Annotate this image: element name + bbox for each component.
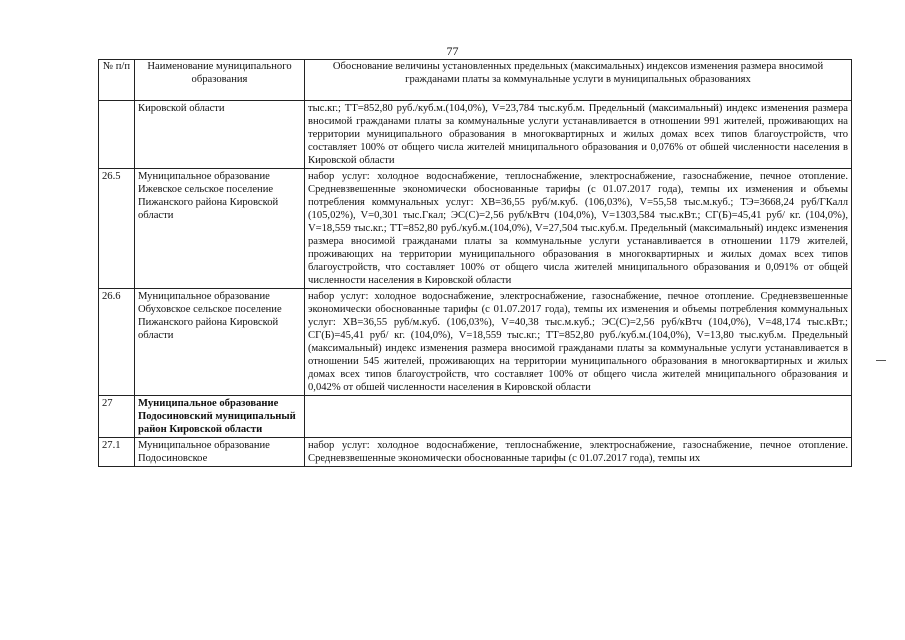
justification-text: тыс.кг.; ТТ=852,80 руб./куб.м.(104,0%), V=23,784 тыс.куб.м. Предельный (максимальный) индекс изменения размера вносимой гражданами платы за коммунальные услуги устанавливается в отношении 991 жителей, проживающих на территории муниципального образования в многоквартирных и жилых домах всех типов благоустройств, что составляет 100% от общего числа жителей мниципального образования и 0,076% от обшей численности населения в Кировской области <box>305 101 852 169</box>
table-row <box>99 169 852 289</box>
justification-text: набор услуг: холодное водоснабжение, электроснабжение, газоснабжение, печное отопление. Средневзвешенные экономически обоснованные тарифы (с 01.07.2017 года), темпы их изменения и объемы потребления коммунальных услуг: ХВ=36,55 руб/м.куб. (106,03%), V=40,38 тыс.м.куб.; ЭС(С)=2,56 руб/кВтч (104,0%), V=48,174 тыс.кВт.; СГ(Б)=45,41 руб/ кг. (104,0%), V=18,559 тыс.кг.; ТТ=852,80 руб./куб.м.(104,0%), V=13,80 тыс.куб.м. Предельный (максимальный) индекс изменения размера вносимой гражданами платы за коммунальные услуги устанавливается в отношении 545 жителей, проживающих на территории муниципального образования в многоквартирных и жилых домах всех типов благоустройств, что составляет 100% от общего числа жителей мниципального образования и 0,042% от обшей численности населения в Кировской области <box>305 289 852 396</box>
row-number: 26.6 <box>99 289 135 396</box>
tariff-index-table <box>98 59 852 467</box>
table-row <box>99 289 852 396</box>
table-row <box>99 438 852 467</box>
justification-text: набор услуг: холодное водоснабжение, теплоснабжение, электроснабжение, газоснабжение, печное отопление. Средневзвешенные экономически обоснованные тарифы (с 01.07.2017 года), темпы их <box>305 438 852 467</box>
table-header-row <box>99 60 852 101</box>
municipality-name: Муниципальное образование Ижевское сельское поселение Пижанского района Кировской области <box>135 169 305 289</box>
row-number: 26.5 <box>99 169 135 289</box>
table-row <box>99 101 852 169</box>
header-justification: Обоснование величины установленных предельных (максимальных) индексов изменения размера вносимой гражданами платы за коммунальные услуги в муниципальных образованиях <box>305 60 852 101</box>
page-number: 77 <box>446 44 459 58</box>
municipality-name: Муниципальное образование Подосиновское <box>135 438 305 467</box>
municipality-name: Кировской области <box>135 101 305 169</box>
justification-text: набор услуг: холодное водоснабжение, теплоснабжение, электроснабжение, газоснабжение, печное отопление. Средневзвешенные экономически обоснованные тарифы (с 01.07.2017 года), темпы их изменения и объемы потребления коммунальных услуг: ХВ=36,55 руб/м.куб. (106,03%), V=55,58 тыс.м.куб.; ТЭ=3668,24 руб/ГКалл (105,02%), V=0,301 тыс.Гкал; ЭС(С)=2,56 руб/кВтч (104,0%), V=1303,584 тыс.кВт.; СГ(Б)=45,41 руб/ кг. (104,0%), V=18,559 тыс.кг.; ТТ=852,80 руб./куб.м.(104,0%), V=27,504 тыс.куб.м. Предельный (максимальный) индекс изменения размера вносимой гражданами платы за коммунальные услуги устанавливается в отношении 1179 жителей, проживающих на территории муниципального образования в многоквартирных и жилых домах всех типов благоустройств, что составляет 100% от общего числа жителей мниципального образования и 0,091% от общей численности населения в Кировской области <box>305 169 852 289</box>
municipality-name: Муниципальное образование Обуховское сельское поселение Пижанского района Кировской области <box>135 289 305 396</box>
row-number: 27.1 <box>99 438 135 467</box>
row-number <box>99 101 135 169</box>
municipality-name: Муниципальное образование Подосиновский муниципальный район Кировской области <box>135 396 305 438</box>
header-number: № п/п <box>99 60 135 101</box>
justification-text <box>305 396 852 438</box>
row-number: 27 <box>99 396 135 438</box>
header-municipality: Наименование муниципального образования <box>135 60 305 101</box>
scan-mark <box>876 360 886 361</box>
table-row <box>99 396 852 438</box>
